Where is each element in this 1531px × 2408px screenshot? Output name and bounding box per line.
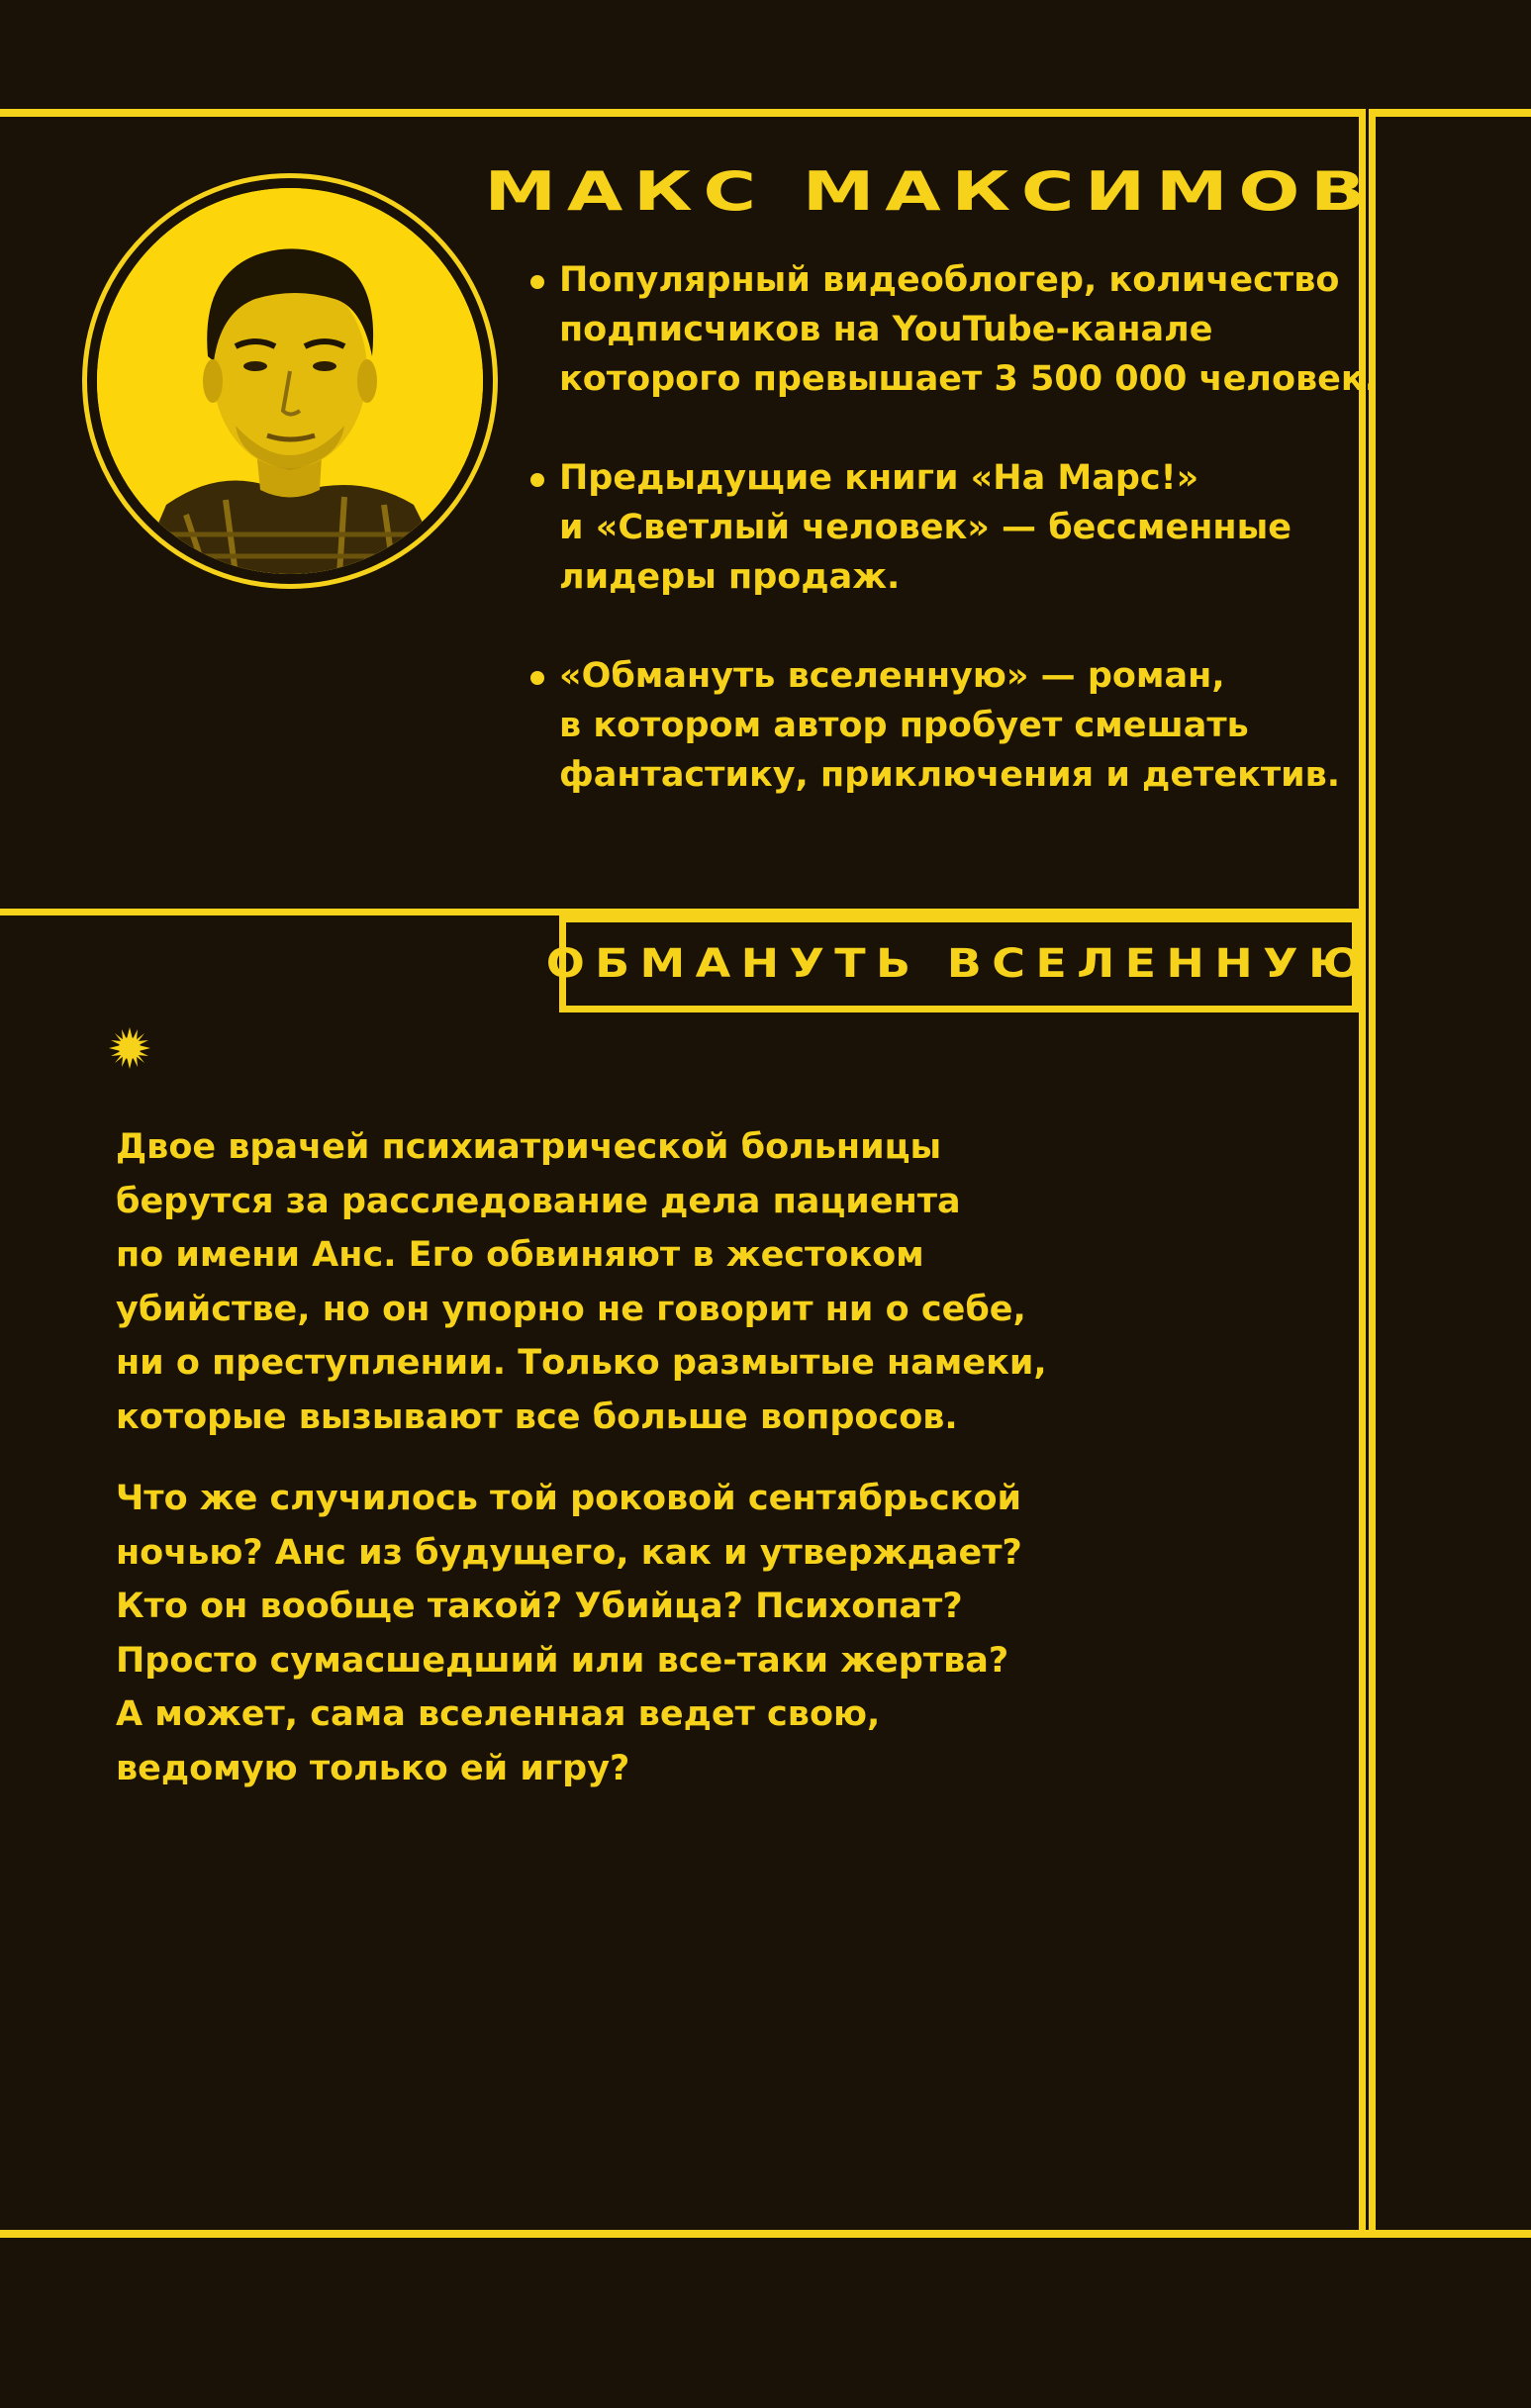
book-title: ОБМАНУТЬ ВСЕЛЕННУЮ: [545, 941, 1373, 987]
author-facts-list: [525, 255, 1395, 849]
bullet-dot-icon: [530, 473, 544, 487]
annotation-paragraph: Что же случилось той роковой сентябрьской ночью? Анс из будущего, как и утверждает? Кто он вообще такой? Убийца? Психопат? Просто сумасшедший или все-таки жертва? А может, сама вселенная ведет свою, ведомую только ей игру?: [116, 1479, 1022, 1788]
author-fact-text: «Обмануть вселенную» — роман, в котором автор пробует смешать фантастику, приключения и детектив.: [559, 656, 1341, 795]
author-photo-illustration: [97, 188, 483, 574]
sun-icon: [109, 1027, 150, 1069]
author-fact-text: Популярный видеоблогер, количество подписчиков на YouTube-канале которого превышает 3 500 000 человек.: [559, 260, 1378, 399]
top-frame-line: [0, 109, 1531, 117]
author-name: МАКС МАКСИМОВ: [484, 160, 1377, 223]
author-portrait: [82, 173, 498, 589]
bottom-frame-line: [0, 2230, 1531, 2238]
middle-divider-line: [0, 909, 1366, 915]
author-photo: [97, 188, 483, 574]
bullet-dot-icon: [530, 275, 544, 289]
author-fact-item: [525, 453, 1395, 602]
annotation-paragraph: Двое врачей психиатрической больницы берутся за расследование дела пациента по имени Анс. Его обвиняют в жестоком убийстве, но он упорно не говорит ни о себе, ни о преступлении. Только размытые намеки, которые вызывают все больше вопросов.: [116, 1127, 1047, 1437]
book-annotation: [116, 1120, 1056, 1823]
bullet-dot-icon: [530, 671, 544, 685]
book-title-box: [545, 915, 1373, 1012]
author-fact-text: Предыдущие книги «На Марс!» и «Светлый человек» — бессменные лидеры продаж.: [559, 458, 1292, 597]
author-fact-item: [525, 651, 1395, 800]
author-fact-item: [525, 255, 1395, 404]
